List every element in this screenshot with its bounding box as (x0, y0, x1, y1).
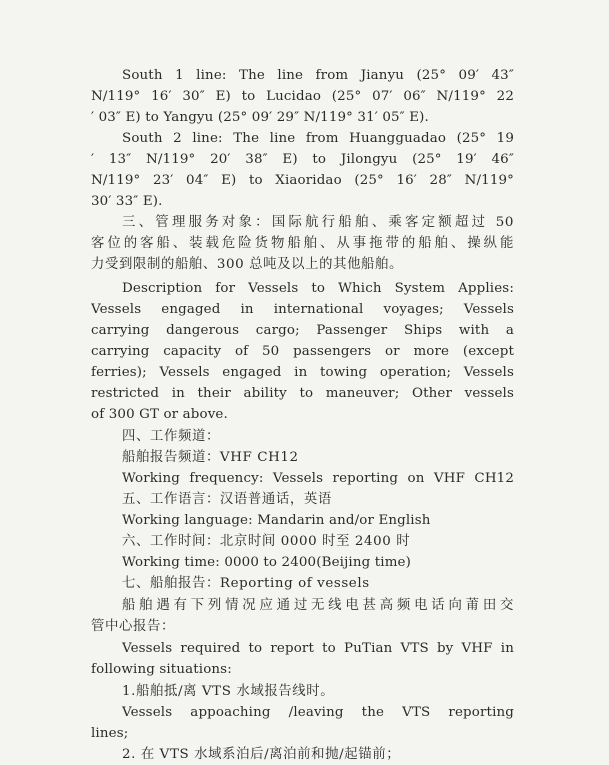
text-line: Working language: Mandarin and/or English (122, 513, 431, 528)
text-line: 30′ 33″ E). (91, 194, 163, 209)
text-line: 五、工作语言：汉语普通话，英语 (122, 492, 332, 507)
text-line: N/119° 23′ 04″ E) to Xiaoridao (25° 16′ 28″ N/119° (91, 173, 514, 188)
text-line: 四、工作频道： (122, 429, 220, 444)
text-line: Working frequency: Vessels reporting on VHF CH12 (122, 471, 514, 486)
text-line: 客位的客船、装载危险货物船舶、从事拖带的船舶、操纵能 (91, 236, 514, 251)
text-line: carrying capacity of 50 passengers or more (except (91, 344, 514, 359)
text-line: N/119° 16′ 30″ E) to Lucidao (25° 07′ 06″ N/119° 22 (91, 89, 514, 104)
text-line: carrying dangerous cargo; Passenger Ships with a (91, 323, 514, 338)
text-line: 船舶报告频道：VHF CH12 (122, 450, 299, 465)
text-line: 力受到限制的船舶、300 总吨及以上的其他船舶。 (91, 257, 404, 272)
text-line: Vessels appoaching /leaving the VTS reporting (122, 705, 514, 720)
text-line: 船舶遇有下列情况应通过无线电甚高频电话向莆田交 (122, 598, 514, 613)
text-line: Working time: 0000 to 2400(Beijing time) (122, 555, 412, 570)
text-line: following situations: (91, 662, 232, 677)
text-line: 三、管理服务对象：国际航行船舶、乘客定额超过 50 (122, 215, 514, 230)
text-line: 1.船舶抵/离 VTS 水域报告线时。 (122, 684, 335, 699)
text-line: lines; (91, 726, 129, 741)
text-line: restricted in their ability to maneuver; Other vessels (91, 386, 514, 401)
text-line: 七、船舶报告：Reporting of vessels (122, 576, 370, 591)
text-line: South 2 line: The line from Huangguadao (25° 19 (122, 131, 514, 146)
text-line: Vessels required to report to PuTian VTS by VHF in (122, 641, 514, 656)
text-line: 2. 在 VTS 水域系泊后/离泊前和抛/起锚前； (122, 747, 401, 762)
text-line: 六、工作时间：北京时间 0000 时至 2400 时 (122, 534, 411, 549)
text-line: ′ 13″ N/119° 20′ 38″ E) to Jilongyu (25° 19′ 46″ (91, 152, 514, 167)
text-line: Description for Vessels to Which System Applies: (122, 281, 514, 296)
text-line: Vessels engaged in international voyages; Vessels (91, 302, 514, 317)
text-line: ′ 03″ E) to Yangyu (25° 09′ 29″ N/119° 31′ 05″ E). (91, 110, 429, 125)
text-line: 管中心报告： (91, 619, 175, 634)
text-line: of 300 GT or above. (91, 407, 228, 422)
text-line: South 1 line: The line from Jianyu (25° 09′ 43″ (122, 68, 514, 83)
text-line: ferries); Vessels engaged in towing operation; Vessels (91, 365, 514, 380)
